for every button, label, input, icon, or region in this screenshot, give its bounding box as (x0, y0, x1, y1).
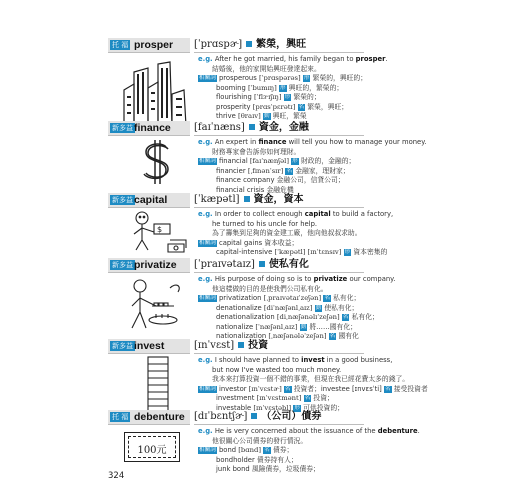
square-bullet-icon (246, 41, 252, 47)
ipa: [ˈprɑspɚ] (194, 39, 243, 50)
related-row: denationalization [diˌnæʃənəlɪˈzeʃən] 名 私有化； (216, 313, 379, 321)
square-bullet-icon (251, 413, 257, 419)
eg-label: e.g. (198, 138, 213, 146)
banknote-illustration (124, 432, 180, 462)
person-with-money-illustration (130, 210, 190, 256)
related-row: financial crisis 金融危機 (216, 185, 294, 194)
example-sentence-cont: but now I've wasted too much money. (212, 365, 342, 374)
square-bullet-icon (244, 196, 250, 202)
pronunciation-line (194, 258, 364, 273)
person-offering-tray-illustration (126, 276, 188, 334)
square-bullet-icon (249, 124, 255, 130)
related-row: financier [ˌfɪnənˈsɪr] 名 金融家，理財家； (216, 166, 350, 175)
related-label: 相關詞 (199, 239, 216, 246)
related-row: thrive [θraɪv] 動 興旺，繁榮 (216, 112, 307, 120)
eg-label: e.g. (198, 356, 213, 364)
related-row: denationalize [diˈnæʃənlˌaɪz] 動 使私有化； (216, 303, 359, 312)
coin-stack-illustration (140, 355, 176, 415)
related-label: 相關詞 (199, 158, 216, 164)
headword-bar (108, 339, 190, 354)
meaning: 資金，資本 (253, 194, 304, 205)
headword-bar (108, 410, 190, 425)
example-sentence: e.g. I should have planned to invest in a good business, (198, 356, 393, 364)
headword: privatize (134, 259, 177, 271)
related-row: 相關詞 privatization [ˌpraɪvətaɪˈzeʃən] 名 私有化； (199, 294, 361, 302)
related-row: capital-intensive [ˈkæpətl] [ɪnˈtɛnsɪv] 形 資本密集的 (216, 248, 388, 256)
banknote-text: 100元 (137, 445, 167, 456)
related-row: 相關詞 bond [bɑnd] 名 債券； (199, 446, 294, 454)
exam-tag: 托 福 (112, 413, 129, 421)
pronunciation-line (194, 38, 364, 53)
dollar-sign-illustration (138, 139, 178, 185)
related-row: prosperity [prɑsˈpɛrətɪ] 名 繁榮，興旺； (216, 102, 349, 111)
example-translation: 我本來打算投資一個不錯的事業，但現在我已經花費太多的錢了。 (212, 375, 410, 383)
related-row: nationalization [ˌnæʃənələˈzeʃən] 名 國有化 (216, 332, 359, 340)
eg-label: e.g. (198, 427, 213, 435)
example-translation: 財務專家會告訴你如何理財。 (212, 147, 301, 156)
example-sentence: e.g. In order to collect enough capital to build a factory, (198, 210, 394, 218)
headword: debenture (134, 411, 185, 423)
exam-tag: 新多益 (112, 342, 133, 350)
headword: invest (134, 340, 165, 352)
pronunciation-line (194, 193, 364, 208)
example-translation: 他很關心公司債券的發行情況。 (212, 436, 308, 445)
related-row: 相關詞 prosperous [ˈprɑspərəs] 形 繁榮的，興旺的； (199, 74, 368, 82)
meaning: 使私有化 (268, 259, 309, 270)
related-row: nationalize [ˈnæʃənlˌaɪz] 動 將……國有化； (216, 322, 357, 331)
eg-label: e.g. (198, 55, 213, 63)
related-label: 相關詞 (199, 447, 216, 453)
related-row: investable [ɪnˈvɛstəbl] 形 可供投資的； (216, 403, 344, 412)
meaning: 繁榮，興旺 (256, 39, 307, 50)
meaning: （公司）債券 (261, 411, 322, 422)
related-row: investment [ɪnˈvɛstmənt] 名 投資； (216, 394, 334, 402)
ipa: [ˈkæpətl] (194, 194, 240, 205)
example-translation: 為了籌集到足夠的資金建工廠，他向他叔叔求助。 (212, 229, 362, 237)
related-label: 相關詞 (199, 75, 216, 81)
meaning: 投資 (248, 340, 269, 351)
pronunciation-line (194, 339, 364, 354)
exam-tag: 新多益 (112, 124, 133, 132)
headword-bar (108, 121, 190, 136)
headword: prosper (134, 39, 174, 51)
headword-bar (108, 258, 190, 273)
related-label: 相關詞 (199, 385, 216, 392)
example-translation: 結婚後，他的家開始興旺發達起來。 (212, 64, 321, 73)
headword: finance (134, 122, 171, 134)
city-buildings-illustration (120, 60, 190, 130)
eg-label: e.g. (198, 275, 213, 283)
pronunciation-line (194, 121, 364, 136)
square-bullet-icon (238, 342, 244, 348)
exam-tag: 新多益 (112, 196, 133, 204)
ipa: [faɪˈnæns] (194, 122, 245, 133)
square-bullet-icon (259, 261, 265, 267)
related-row: junk bond 風險債券，垃圾債券； (216, 465, 320, 473)
exam-tag: 托 福 (112, 41, 129, 49)
example-translation: 他這樣做的目的是使我們公司私有化。 (212, 284, 328, 293)
related-row: 相關詞 financial [faɪˈnænʃəl] 形 財政的，金融的； (199, 157, 356, 165)
related-row: booming [ˈbumɪŋ] 形 興旺的，繁榮的； (216, 83, 344, 92)
eg-label: e.g. (198, 210, 213, 218)
example-sentence: e.g. He is very concerned about the issuance of the debenture. (198, 427, 420, 435)
related-row: 相關詞 investor [ɪnˈvɛstɚ] 名 投資者；investee [ɪnvɛsˈti] 名 接受投資者 (199, 384, 428, 393)
ipa: [ˈpraɪvətaɪz] (194, 259, 255, 270)
example-sentence: e.g. An expert in finance will tell you how to manage your money. (198, 138, 427, 146)
example-sentence-cont: he turned to his uncle for help. (212, 219, 318, 228)
example-sentence: e.g. His purpose of doing so is to privatize our company. (198, 275, 396, 283)
page-number: 324 (108, 471, 125, 481)
headword-bar (108, 193, 190, 208)
svg-text:$: $ (157, 225, 163, 234)
exam-tag: 新多益 (112, 261, 133, 269)
meaning: 資金，金融 (258, 122, 309, 133)
related-row: finance company 金融公司，信貸公司； (216, 176, 345, 184)
headword: capital (134, 194, 168, 206)
related-row: bondholder 債券持有人； (216, 455, 298, 464)
pronunciation-line (194, 410, 364, 425)
related-row: 相關詞 capital gains 資本收益； (199, 238, 299, 247)
related-label: 相關詞 (199, 295, 216, 301)
headword-bar (108, 38, 190, 53)
related-row: flourishing [ˈflɝɪʃɪŋ] 形 繁榮的； (216, 93, 321, 101)
example-sentence: e.g. After he got married, his family began to prosper. (198, 55, 388, 63)
ipa: [dɪˈbɛntʃɚ] (194, 411, 248, 422)
ipa: [ɪnˈvɛst] (194, 340, 235, 351)
